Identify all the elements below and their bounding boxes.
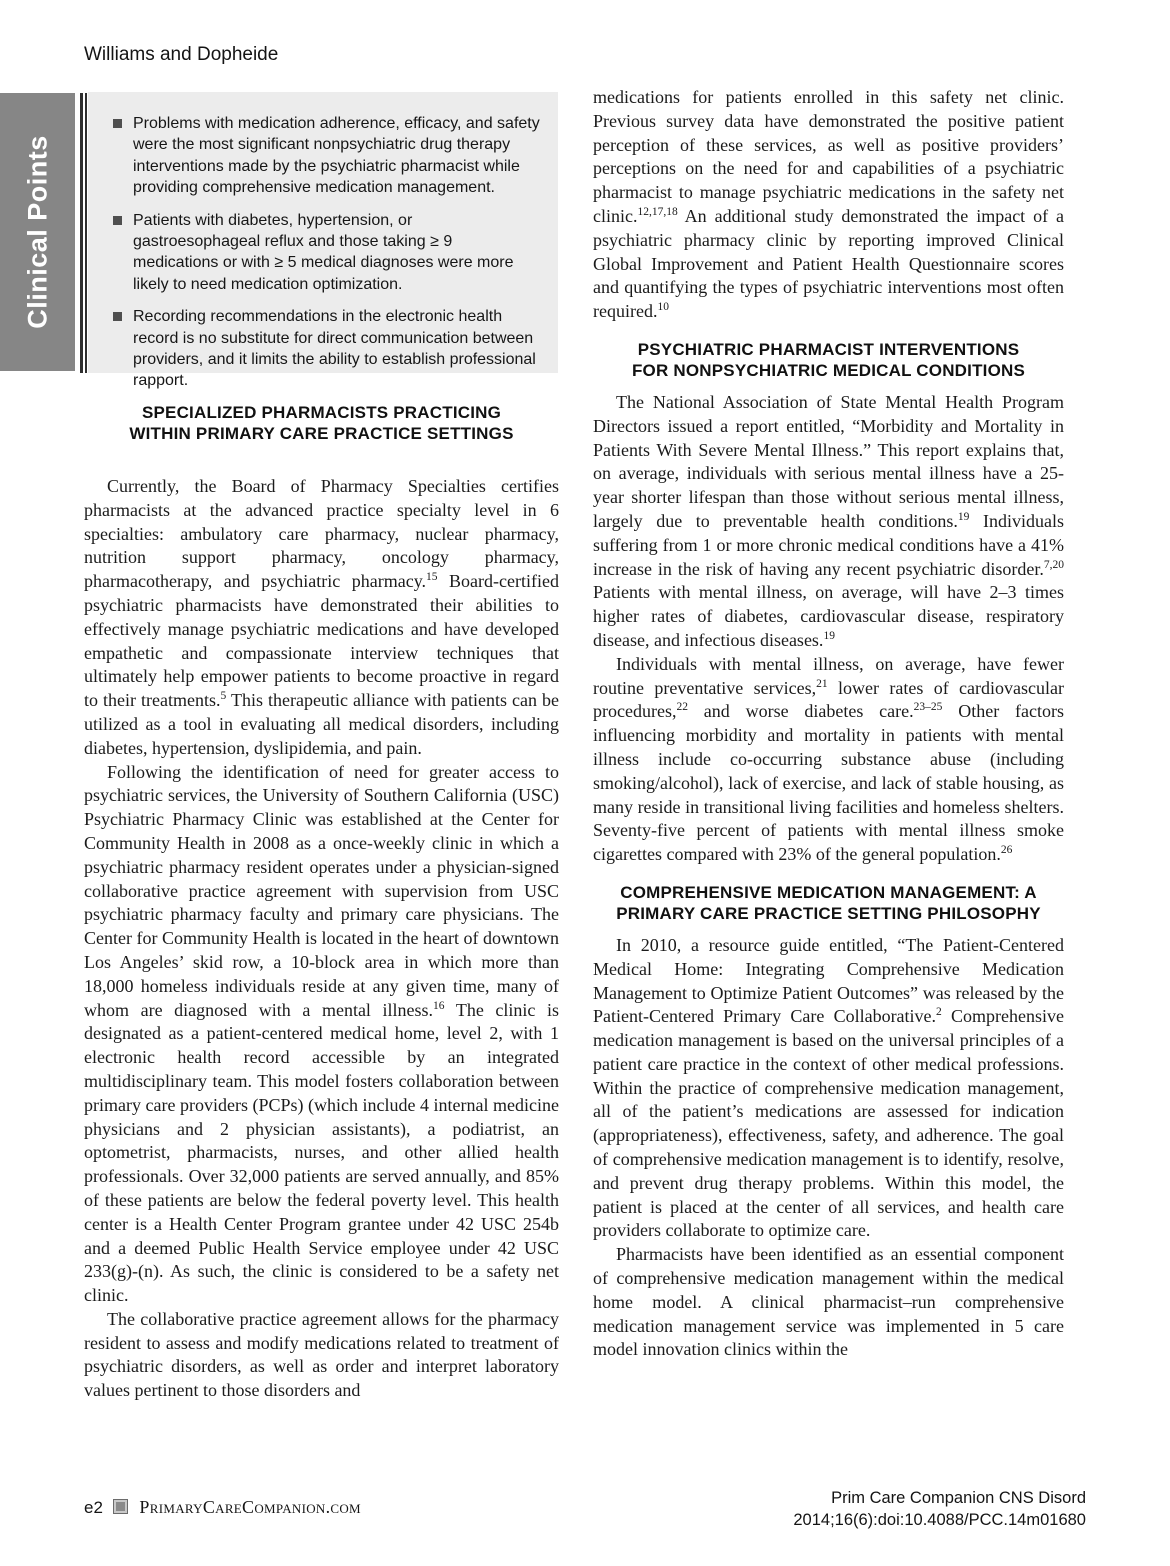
body-paragraph: The National Association of State Mental Health Program Directors issued a report entitled, “Morbidity and Mortality in Patients With Severe Mental Illness.” This report explains that, on average, individuals with serious mental illness have a 25-year shorter lifespan than those without serious mental illness, largely due to preventable health conditions.$^{19}$ Individuals suffering from 1 or more chronic medical conditions have a 41% increase in the risk of having any recent psychiatric disorder.$^{7,20}$ Patients with mental illness, on average, will have 2–3 times higher rates of diabetes, cardiovascular disease, respiratory disease, and infectious diseases.$^{19}$ [593,391,1064,650]
clinical-points-sidebar [0,93,75,371]
clinical-point-item [105,113,540,199]
journal-logo-icon [114,1500,127,1513]
section-heading-line: SPECIALIZED PHARMACISTS PRACTICING [141,403,502,422]
vertical-rule [85,93,88,373]
clinical-point-text: Recording recommendations in the electronic health record is no substitute for direct communication between providers, and it limits the ability to establish professional rapport. [133,308,536,390]
citation-doi: 2014;16(6):doi:10.4088/PCC.14m01680 [793,1510,1086,1529]
section-heading [84,402,559,444]
page-number: e2 [84,1498,103,1517]
vertical-rule [80,93,83,373]
body-paragraph: Following the identification of need for greater access to psychiatric services, the University of Southern California (USC) Psychiatric Pharmacy Clinic was established at the Center for Community Health in 2008 as a once-weekly clinic in which a psychiatric pharmacy resident operates under a physician-signed collaborative practice agreement with supervision from USC psychiatric pharmacy faculty and primary care physicians. The Center for Community Health is located in the heart of downtown Los Angeles’ skid row, a 10-block area in which more than 18,000 homeless individuals reside at any given time, many of whom are diagnosed with a mental illness.$^{16}$ The clinic is designated as a patient-centered medical home, level 2, with 1 electronic health record accessible by an integrated multidisciplinary team. This model fosters collaboration between primary care providers (PCPs) (which include 4 internal medicine physicians and 2 physician assistants), a podiatrist, an optometrist, pharmacists, nurses, and other allied health professionals. Over 32,000 patients are served annually, and 85% of these patients are below the federal poverty level. This health center is a Health Center Program grantee under 42 USC 254b and a deemed Public Health Service employee under 42 USC 233(g)-(n). As such, the clinic is considered to be a safety net clinic. [84,761,559,1306]
left-column [84,402,559,1403]
clinical-point-text: Patients with diabetes, hypertension, or gastroesophageal reflux and those taking ≥ 9 medications or with ≥ 5 medical diagnoses were more likely to need medication optimization. [133,211,514,293]
section-heading [593,339,1064,381]
journal-site-name: PrimaryCareCompanion.com [139,1497,361,1517]
footer-left [84,1497,361,1518]
section-heading-line: WITHIN PRIMARY CARE PRACTICE SETTINGS [129,424,514,443]
clinical-point-text: Problems with medication adherence, efficacy, and safety were the most significant nonpsychiatric drug therapy interventions made by the psychiatric pharmacist while providing comprehensive medication management. [133,115,540,197]
bullet-square-icon [113,312,122,321]
footer-right [793,1488,1086,1531]
section-heading [593,882,1064,924]
body-paragraph: Individuals with mental illness, on average, have fewer routine preventative services,$^{21}$ lower rates of cardiovascular procedures,$^{22}$ and worse diabetes care.$^{23-25}$ Other factors influencing morbidity and mortality in patients with mental illness include co-occurring substance abuse (including smoking/alcohol), lack of exercise, and lack of stable housing, as many reside in transitional living facilities and homeless shelters. Seventy-five percent of patients with mental illness smoke cigarettes compared with 23% of the general population.$^{26}$ [593,653,1064,865]
section-heading-line: PSYCHIATRIC PHARMACIST INTERVENTIONS [637,339,1020,359]
clinical-points-box [88,92,558,390]
bullet-square-icon [113,119,122,128]
section-heading-line: COMPREHENSIVE MEDICATION MANAGEMENT: A [620,882,1037,902]
clinical-point-item [105,306,540,392]
section-heading-line: PRIMARY CARE PRACTICE SETTING PHILOSOPHY [616,903,1041,923]
body-paragraph: Currently, the Board of Pharmacy Specialties certifies pharmacists at the advanced practice specialty level in 6 specialties: ambulatory care pharmacy, nuclear pharmacy, nutrition support pharmacy, oncology pharmacy, pharmacotherapy, and psychiatric pharmacy.$^{15}$ Board-certified psychiatric pharmacists have demonstrated their abilities to effectively manage psychiatric medications and have developed empathetic and compassionate interview techniques that ultimately help empower patients to become proactive in regard to their treatments.$^5$ This therapeutic alliance with patients can be utilized as a tool in evaluating all medical disorders, including diabetes, hypertension, dyslipidemia, and pain. [84,476,559,758]
section-heading-line: FOR NONPSYCHIATRIC MEDICAL CONDITIONS [631,360,1026,380]
right-column [593,86,1064,1362]
bullet-square-icon [113,216,122,225]
body-paragraph: In 2010, a resource guide entitled, “The Patient-Centered Medical Home: Integrating Comprehensive Medication Management to Optimize Patient Outcomes” was released by the Patient-Centered Primary Care Collaborative.$^2$ Comprehensive medication management is based on the universal principles of a patient care practice in the context of other medical professions. Within the practice of comprehensive medication management, all of the patient’s medications are assessed for indication (appropriateness), effectiveness, safety, and adherence. The goal of comprehensive medication management is to identify, resolve, and prevent drug therapy problems. Within this model, the patient is placed at the center of all services, and health care providers collaborate to optimize care. [593,934,1064,1241]
clinical-points-label: Clinical Points [22,135,52,329]
body-paragraph: medications for patients enrolled in this safety net clinic. Previous survey data have demonstrated the positive patient perception of these services, as well as positive providers’ perceptions on the need for and capabilities of a psychiatric pharmacist to manage psychiatric medications in the safety net clinic.$^{12,17,18}$ An additional study demonstrated the impact of a psychiatric pharmacy clinic by reporting improved Clinical Global Improvement and Patient Health Questionnaire scores and quantifying the types of psychiatric interventions most often required.$^{10}$ [593,87,1064,322]
journal-name: Prim Care Companion CNS Disord [831,1489,1086,1507]
clinical-point-item [105,210,540,296]
running-head: Williams and Dopheide [84,44,279,65]
body-paragraph: Pharmacists have been identified as an essential component of comprehensive medication management within the medical home model. A clinical pharmacist–run comprehensive medication management service was implemented in 5 care model innovation clinics within the [593,1244,1064,1360]
body-paragraph: The collaborative practice agreement allows for the pharmacy resident to assess and modify medications related to treatment of psychiatric disorders, as well as order and interpret laboratory values pertinent to those disorders and [84,1308,559,1401]
